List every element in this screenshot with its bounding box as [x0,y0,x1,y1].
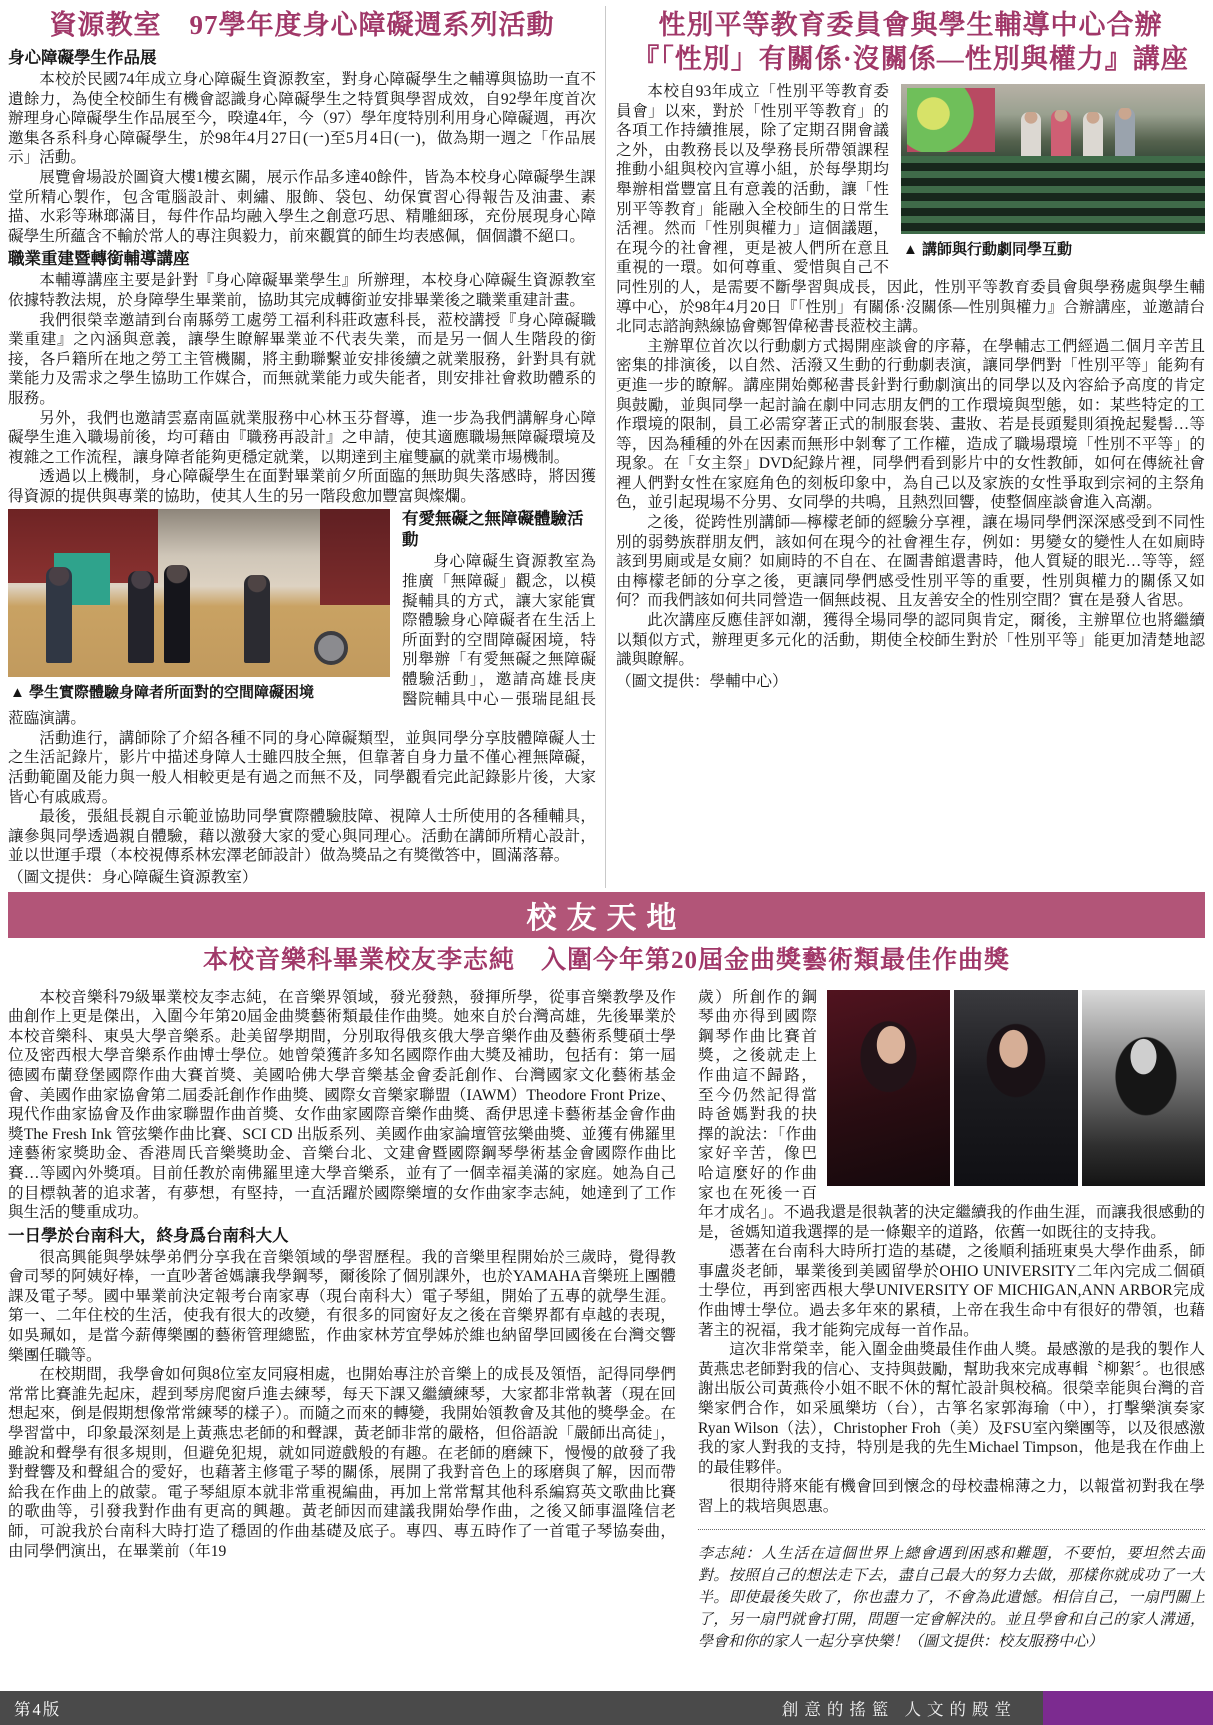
paragraph: 透過以上機制，身心障礙學生在面對畢業前夕所面臨的無助與失落感時，將因獲得資源的提供與專業的協助，使其人生的另一階段愈加豐富與燦爛。 [8,468,596,505]
alumni-section-banner [8,892,1205,938]
projection-screen-detail [907,88,995,152]
paragraph: 歲）所創作的鋼琴曲亦得到國際鋼琴作曲比賽首獎，之後就走上作曲這不歸路，至今仍然記得當時爸媽對我的抉擇的說法：「作曲家好辛苦，像巴哈這麼好的作曲家也在死後一百年才成名」。不過我還是很執著的決定繼續我的作曲生涯，而讓我很感動的是，爸媽知道我選擇的是一條艱辛的道路，依舊一如既往的支持我。 [698,988,1205,1241]
person-silhouette [46,567,72,663]
title-line-1: 性別平等教育委員會與學生輔導中心合辦 [658,10,1163,40]
person-silhouette [1051,110,1071,162]
paragraph: 本輔導講座主要是針對『身心障礙畢業學生』所辦理，本校身心障礙生資源教室依據特教法規，於身障學生畢業前，協助其完成轉銜並安排畢業後之職業重建計畫。 [8,272,596,309]
person-silhouette [244,575,270,663]
person-silhouette [1115,108,1135,160]
paragraph: 主辦單位首次以行動劇方式揭開座談會的序幕，在學輔志工們經過二個月辛苦且密集的排演後，以自然、活潑又生動的行動劇表演，讓同學們對「性別平等」能夠有更進一步的瞭解。講座開始鄭秘書長針對行動劇演出的同學以及內容給予高度的肯定與鼓勵，並與同學一起討論在劇中同志朋友們的工作環境與型態，如：某些特定的工作環境的限制，員工必需穿著正式的制服套裝、畫妝、若是長頭髮則須挽起髮髻…等等，因為種種的外在因素而無形中剝奪了工作權，造成了職場環境「性別不平等」的現象。在「女主祭」DVD紀錄片裡，同學們看到影片中的女性教師，如何在傳統社會裡人們對女性在家庭角色的刻板印象中，為自己以及家族的女性爭取到宗祠的主祭角色，並引起現場不分男、女同學的共鳴，且熱烈回響，使整個座談會進入高潮。 [616,337,1205,512]
banner-label: 校友天地 [526,901,687,935]
paragraph: 本校自93年成立「性別平等教育委員會」以來，對於「性別平等教育」的各項工作持續推展，除了定期召開會議之外，由教務長以及學務長所帶領課程推動小組與校內宣導小組，於每學期均舉辦相當豐富且有意義的活動，讓「性別平等教育」能融入全校師生的日常生活裡。然而「性別與權力」這個議題，在現今的社會裡，更是被人們所在意且重視的一環。如何尊重、愛惜與自己不同性別的人，是需要不斷學習與成長，因此，性別平等教育委員會與學務處與學生輔導中心，於98年4月20日『「性別」有關係·沒關係—性別與權力』合辦講座，並邀請台北同志諮詢熱線協會鄭智偉秘書長蒞校主講。 [616,83,1205,336]
paragraph: 本校音樂科79級畢業校友李志純，在音樂界領域，發光發熱，發揮所學，從事音樂教學及作曲創作上更是傑出，入圍今年第20屆金曲獎藝術類最佳作曲獎。她來自於台灣高雄，先後畢業於本校音樂科、東吳大學音樂系。赴美留學期間，分別取得俄亥俄大學音樂作曲及藝術系雙碩士學位及密西根大學音樂系作曲博士學位。她曾榮獲許多知名國際作曲大獎及補助，包括有：第一屆德國布蘭登堡國際作曲大賽首獎、美國哈佛大學音樂基金會委託創作、台灣國家文化藝術基金會、美國作曲家協會第二屆委託創作作曲獎、國際女音樂家聯盟（IAWM）Theodore Front Prize、現代作曲家協會及作曲家聯盟作曲首獎、女作曲家國際音樂作曲獎、喬伊思達卡藝術基金會作曲獎The Fresh Ink 管弦樂作曲比賽、SCI CD 出版系列、美國作曲家論壇管弦樂曲獎、並獲有佛羅里達藝術家獎助金、香港周氏音樂獎助金、音樂台北、文建會暨國際鋼琴學術基金會國際作曲比賽…等國內外獎項。目前任教於南佛羅里達大學音樂系，並有了一個幸福美滿的家庭。她為自己的目標執著的追求著，有夢想，有堅持，一直活躍於國際樂壇的女作曲家李志純，她達到了工作與生活的雙重成功。 [8,988,676,1222]
paragraph: 展覽會場設於圖資大樓1樓玄關，展示作品多達40餘件，皆為本校身心障礙學生課堂所精心製作，包含電腦設計、刺繡、服飾、袋包、幼保實習心得報告及油畫、素描、水彩等琳瑯滿目，每件作品均融入學生之創意巧思、精雕細琢，充份展現身心障礙學生所蘊含不輸於常人的專注與毅力，前來觀賞的師生均表感佩，個個讚不絕口。 [8,168,596,245]
alumna-portrait-photo-3 [1082,990,1205,1186]
photo-credit: （圖文提供：身心障礙生資源教室） [8,868,258,886]
title-line-2: 『「性別」有關係·沒關係—性別與權力』講座 [632,44,1189,74]
lecture-hall-photo [901,84,1205,234]
alumna-portrait-photo-2 [954,990,1077,1186]
article-title-alumna: 本校音樂科畢業校友李志純 入圍今年第20屆金曲獎藝術類最佳作曲獎 [202,946,1010,974]
article-title-disability-week: 資源教室 97學年度身心障礙週系列活動 [49,10,555,40]
article-alumna-composer [8,944,1205,1652]
paragraph: 憑著在台南科大時所打造的基礎，之後順利插班東吳大學作曲系，師事盧炎老師，畢業後到美國留學於OHIO UNIVERSITY二年內完成二個碩士學位，再到密西根大學UNIVERSITY OF MICHIGAN,ANN ARBOR完成作曲博士學位。過去多年來的累積，上帝在我生命中有很好的帶領，也藉著主的祝福，我才能夠完成每一首作品。 [698,1243,1205,1339]
seat-rows-detail [901,156,1205,234]
page-footer [0,1691,1213,1725]
paragraph: 活動進行，講師除了介紹各種不同的身心障礙類型，並與同學分享肢體障礙人士之生活記錄片，影片中描述身障人士雖四肢全無，但靠著自身力量不僅心裡無障礙，活動範圍及能力與一般人相較更是有過之而無不及，同學觀看完此記錄影片後，大家皆心有戚戚焉。 [8,729,596,806]
alumni-right-column [698,988,1205,1652]
subhead-once-a-student: 一日學於台南科大，終身爲台南科大人 [8,1226,289,1245]
paragraph: 此次講座反應佳評如潮，獲得全場同學的認同與肯定，爾後，主辦單位也將繼續以類似方式，辦理更多元化的活動，期使全校師生對於「性別平等」能更加清楚地認識與瞭解。 [616,612,1205,669]
subhead-career-rebuild-lecture: 職業重建暨轉銜輔導講座 [8,250,190,269]
paragraph: 身心障礙生資源教室為推廣「無障礙」觀念，以模擬輔具的方式，讓大家能實際體驗身心障礙者在生活上所面對的空間障礙困境，特別舉辦「有愛無礙之無障礙體驗活動」，邀請高雄長庚醫院輔具中心－張瑞昆組長蒞臨演講。 [8,553,596,728]
subhead-artwork-exhibition: 身心障礙學生作品展 [8,49,157,67]
article-disability-week [8,6,605,888]
paragraph: 在校期間，我學會如何與8位室友同寢相處，也開始專注於音樂上的成長及領悟，記得同學們常常比賽誰先起床，趕到琴房爬窗戶進去練琴，每天下課又繼續練琴，大家都非常執著（現在回想起來，倒是假期想像常常練琴的樣子）。而隨之而來的轉變，我開始領教會及其他的獎學金。在學習當中，印象最深刻是上黃燕忠老師的和聲課，黃老師非常的嚴格，但俗語說「嚴師出高徒」，雖說和聲學有很多規則，但避免犯規，就如同遊戲般的有趣。在老師的磨練下，慢慢的啟發了我對聲響及和聲組合的愛好，也藉著主修電子琴的關係，展開了我對音色上的琢磨與了解，因而帶給我在作曲上的啟蒙。電子琴組原本就非常重視編曲，再加上常常幫其他科系編寫英文歌曲比賽的歌曲等，引發我對作曲有更高的興趣。黃老師因而建議我開始學作曲，之後又師事溫隆信老師，可說我於台南科大時打造了穩固的作曲基礎及底子。專四、專五時作了一首電子琴協奏曲，由同學們演出，在畢業前（年19 [8,1366,676,1560]
person-silhouette [164,565,190,663]
alumna-portrait-photos [827,990,1205,1186]
article-gender-equality-lecture [605,6,1205,888]
page-number: 第4版 [14,1700,62,1719]
photo-block-barrier-experience [8,509,390,705]
photo-detail [320,509,390,605]
paragraph: 很高興能與學妹學弟們分享我在音樂領域的學習歷程。我的音樂里程開始於三歲時，覺得教會司琴的阿姨好棒，一直吵著爸媽讓我學鋼琴，爾後除了個別課外，也於YAMAHA音樂班上團體課及電子琴。國中畢業前決定報考台南家專（現台南科大）電子琴組，開始了五專的就學生涯。第一、二年住校的生活，使我有很大的改變，有很多的同窗好友之後在音樂界都有卓越的表現，如吳珮如，是當今薪傳樂團的藝術管理總監，作曲家林芳宜學姊於維也納留學回國後在台灣交響樂團任職等。 [8,1248,676,1364]
paragraph: 很期待將來能有機會回到懷念的母校盡棉薄之力，以報當初對我在學習上的栽培與恩惠。 [698,1478,1205,1515]
paragraph: 這次非常榮幸，能入圍金曲獎最佳作曲人獎。最感激的是我的製作人黃燕忠老師對我的信心、支持與鼓勵，幫助我來完成專輯〝柳絮〞。也很感謝出版公司黃燕伶小姐不眠不休的幫忙設計與校稿。很榮幸能與台灣的音樂家們合作，如采風樂坊（台），古箏名家郭海瑜（中），打擊樂演奏家Ryan Wilson（法），Christopher Froh（美）及FSU室內樂團等，以及很感激我的家人對我的支持，特別是我的先生Michael Timpson，他是我在作曲上的最佳夥伴。 [698,1341,1205,1476]
person-silhouette [128,571,154,663]
alumna-portrait-photo-1 [827,990,950,1186]
wheelchair-detail [314,631,348,665]
subhead-barrier-free-experience: 有愛無礙之無障礙體驗活動 [402,510,584,550]
photo-caption: ▲ 講師與行動劇同學互動 [903,241,1073,258]
photo-caption: ▲ 學生實際體驗身障者所面對的空間障礙困境 [10,684,315,702]
paragraph: 另外，我們也邀請雲嘉南區就業服務中心林玉芬督導，進一步為我們講解身心障礙學生進入職場前後，均可藉由『職務再設計』之申請，使其適應職場無障礙環境及複雜之工作流程，讓身障者能夠更穩定就業，以期達到主雇雙贏的就業市場機制。 [8,409,596,466]
footer-accent-block [1043,1691,1213,1725]
alumni-left-column [8,988,676,1652]
paragraph: 我們很榮幸邀請到台南縣勞工處勞工福利科莊政憲科長，蒞校講授『身心障礙職業重建』之內涵與意義，讓學生瞭解畢業並不代表失業，而是另一個人生階段的銜接，各戶籍所在地之勞工主管機關，將主動聯繫並安排後續之就業服務，針對具有就業能力及需求之學生協助工作媒合，而無就業能力或失能者，則安排社會救助體系的服務。 [8,311,596,407]
photo-credit: （圖文提供：學輔中心） [616,672,788,690]
footer-motto: 創意的搖籃 人文的殿堂 [781,1700,1017,1719]
paragraph: 最後，張組長親自示範並協助同學實際體驗肢障、視障人士所使用的各種輔具，讓參與同學透過親自體驗，藉以激發大家的愛心與同理心。活動在講師所精心設計，並以世運手環（本校視傳系林宏澤老師設計）做為獎品之有獎徵答中，圓滿落幕。 [8,808,596,865]
classroom-activity-photo [8,509,390,677]
article-title-gender-lecture [616,8,1205,76]
paragraph: 本校於民國74年成立身心障礙生資源教室，對身心障礙學生之輔導與協助一直不遺餘力，為使全校師生有機會認識身心障礙學生之特質與學習成效，自92學年度首次辦理身心障礙學生作品展至今，暌違4年，今（97）學年度特別利用身心障礙週，再次邀集各系科身心障礙學生，於98年4月27日(一)至5月4日(一)，做為期一週之「作品展示」活動。 [8,71,596,167]
alumna-quote: 李志純：人生活在這個世界上總會遇到困惑和難題，不要怕，要坦然去面對。按照自己的想法走下去，盡自己最大的努力去做，那樣你就成功了一大半。即使最後失敗了，你也盡力了，不會為此遺憾。相信自己，一扇門關上了，另一扇門就會打開，問題一定會解決的。並且學會和自己的家人溝通，學會和你的家人一起分享快樂！（圖文提供：校友服務中心） [698,1529,1205,1652]
paragraph: 之後，從跨性別講師—檸檬老師的經驗分享裡，讓在場同學們深深感受到不同性別的弱勢族群朋友們，該如何在現今的社會裡生存，例如：男變女的變性人在如廁時該到男廁或是女廁？如廁時的不自在、在圖書館還書時，他人質疑的眼光…等等，經由檸檬老師的分享之後，更讓同學們感受性別平等的重要，性別與權力的關係又如何？而我們該如何共同營造一個無歧視、且友善安全的性別空間？實在是發人省思。 [616,514,1205,610]
top-articles-row [8,6,1205,888]
photo-block-lecture [901,84,1205,262]
alumni-columns [8,988,1205,1652]
